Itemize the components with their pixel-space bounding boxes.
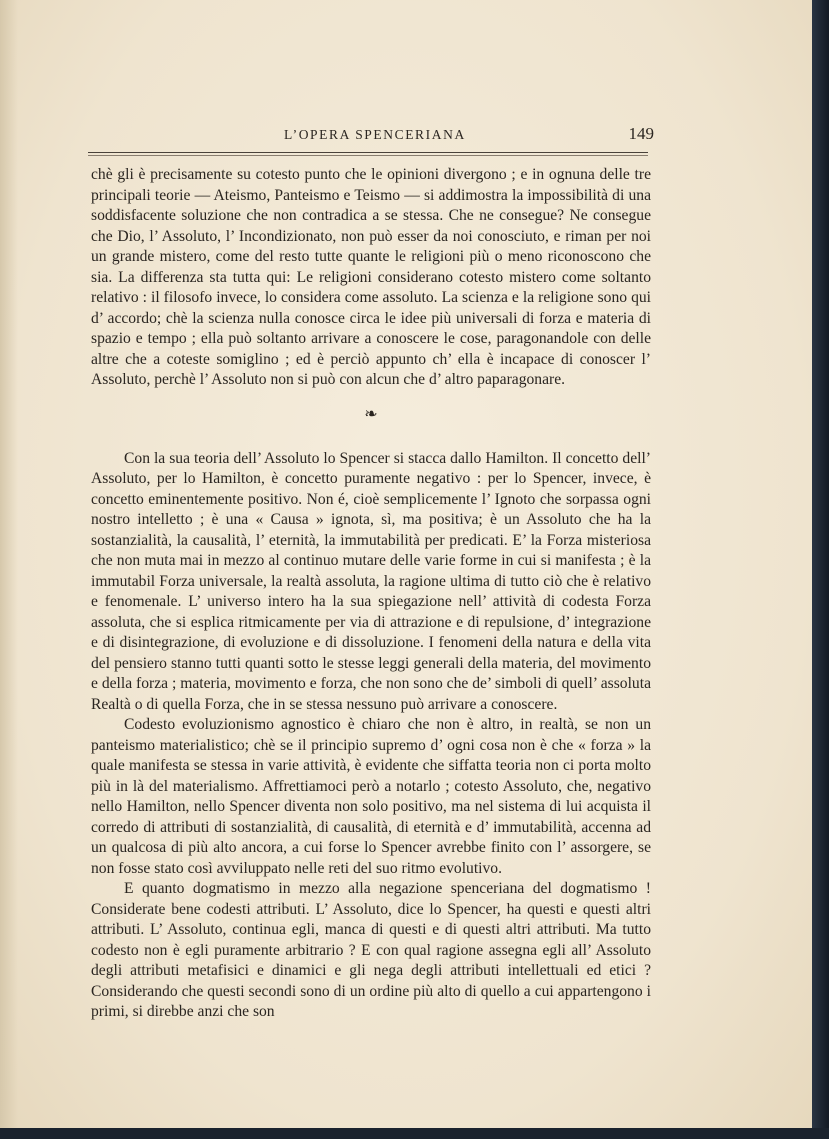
page-number: 149 [628, 124, 654, 143]
fleuron-ornament: ❧ [364, 405, 378, 423]
running-head: L’OPERA SPENCERIANA [284, 127, 466, 142]
page-header [88, 124, 654, 148]
background-edge-bottom [0, 1128, 829, 1139]
header-rule [88, 152, 648, 153]
paragraph: E quanto dogmatismo in mezzo alla negazione spenceriana del dogmatismo ! Considerate bene codesti attributi. L’ Assoluto, dice lo Spencer, ha questi e questi altri attributi. L’ Assoluto, continua egli, manca di questi e di questi altri attributi. Ma tutto codesto non è egli puramente arbitrario ? E con qual ragione assegna egli all’ Assoluto degli attributi metafisici e dinamici e gli nega degli attributi intellettuali ed etici ? Considerando che questi secondi sono di un ordine più alto di quello a cui appartengono i primi, si direbbe anzi che son [91, 880, 651, 1020]
paragraph: chè gli è precisamente su cotesto punto che le opinioni divergono ; e in ognuna delle tre principali teorie — Ateismo, Panteismo e Teismo — si addimostra la impossibilità di una soddisfacente soluzione che non contradica a se stessa. Che ne consegue? Ne consegue che Dio, l’ Assoluto, l’ Incondizionato, non può esser da noi conosciuto, e riman per noi un grande mistero, come del resto tutte quante le religioni più o meno riconoscono che sia. La differenza sta tutta qui: Le religioni considerano cotesto mistero come soltanto relativo : il filosofo invece, lo considera come assoluto. La scienza e la religione sono qui d’ accordo; chè la scienza nulla conosce circa le idee più universali di forza e materia di spazio e tempo ; ella può soltanto arrivare a conoscere le cose, paragonandole con delle altre che a coteste somiglino ; ed è perciò appunto ch’ ella è incapace di conoscer l’ Assoluto, perchè l’ Assoluto non si può con alcun che d’ altro paparagonare. [91, 166, 651, 388]
paragraph: Con la sua teoria dell’ Assoluto lo Spencer si stacca dallo Hamilton. Il concetto dell’ Assoluto, per lo Hamilton, è concetto puramente negativo : per lo Spencer, invece, è concetto eminentemente positivo. Non é, cioè semplicemente l’ Ignoto che sorpassa ogni nostro intelletto ; è una « Causa » ignota, sì, ma positiva; è un Assoluto che ha la sostanzialità, la causalità, l’ eternità, la immutabilità per predicati. E’ la Forza misteriosa che non muta mai in mezzo al continuo mutare delle varie forme in cui si manifesta ; è la immutabil Forza universale, la realtà assoluta, la ragione ultima di tutto ciò che è relativo e fenomenale. L’ universo intero ha la sua spiegazione nell’ attività di codesta Forza assoluta, che si esplica ritmicamente per via di attrazione e di repulsione, d’ integrazione e di disintegrazione, di evoluzione e di dissoluzione. I fenomeni della natura e della vita del pensiero stanno tutti quanti sotto le stesse leggi generali della materia, del movimento e della forza ; materia, movimento e forza, che non sono che de’ simboli di quell’ assoluta Realtà o di quella Forza, che in se stessa nessuno può arrivare a conoscere. [91, 449, 651, 713]
header-rule-thin [88, 155, 648, 156]
background-edge-right [812, 0, 829, 1139]
body-text [91, 165, 651, 1023]
page-gutter-shadow [0, 0, 18, 1132]
paragraph: Codesto evoluzionismo agnostico è chiaro che non è altro, in realtà, se non un panteismo materialistico; chè se il principio supremo d’ ogni cosa non è che « forza » la quale manifesta se stessa in varie attività, è evidente che siffatta teoria non ci porta molto più in là del materialismo. Affrettiamoci però a notarlo ; cotesto Assoluto, che, negativo nello Hamilton, nello Spencer diventa non solo positivo, ma nel sistema di lui acquista il corredo di attributi di sostanzialità, di causalità, di eternità e d’ immutabilità, accenna ad un qualcosa di più alto ancora, a cui forse lo Spencer avrebbe finito con l’ assorgere, se non fosse stato così avviluppato nelle reti del suo ritmo evolutivo. [91, 716, 651, 877]
